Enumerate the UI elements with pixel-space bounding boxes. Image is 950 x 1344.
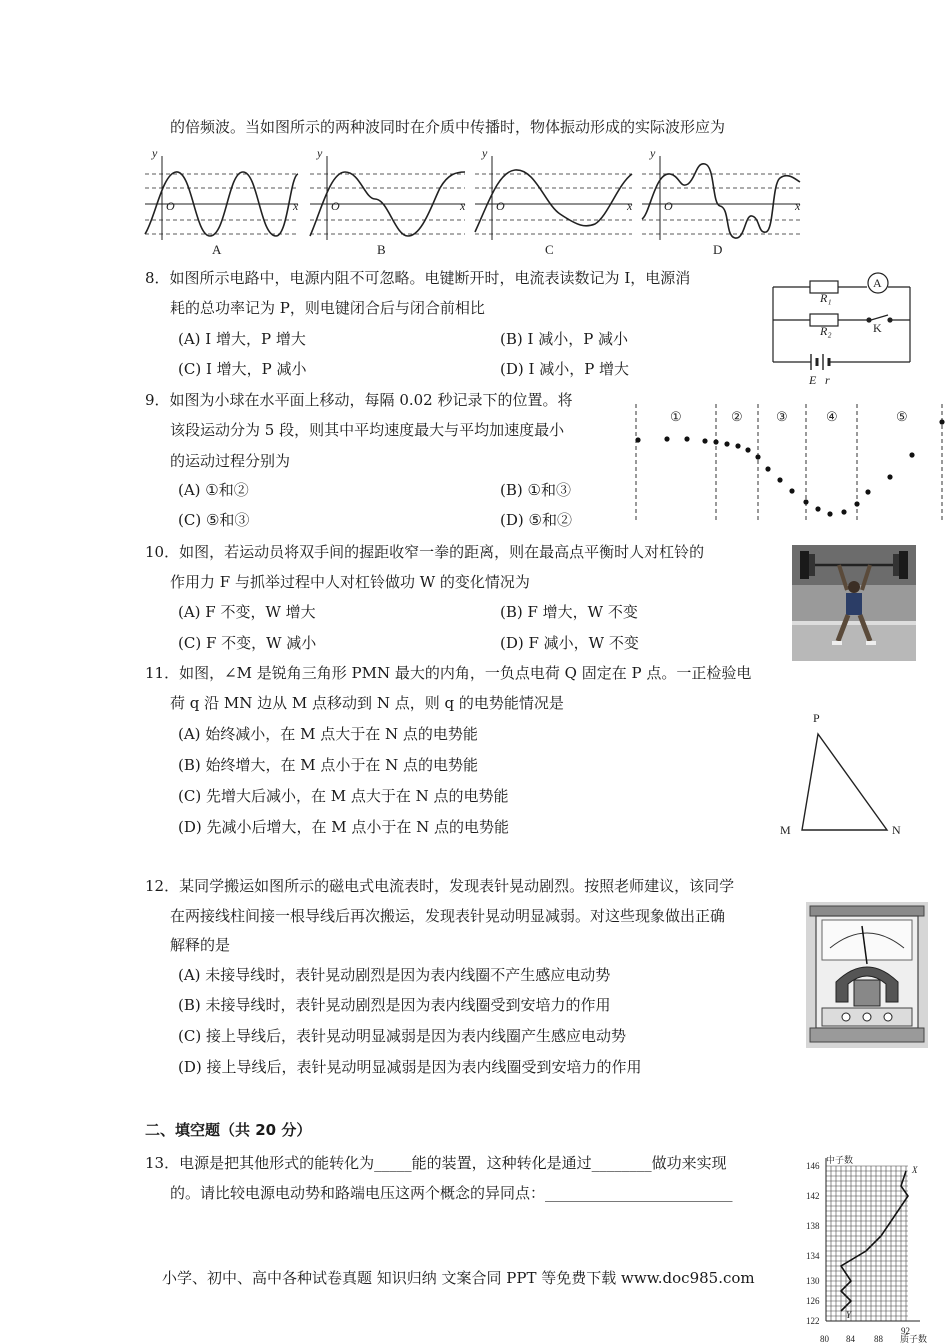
ball-position [724, 441, 729, 446]
q11-option-c[interactable]: (C) 先增大后减小，在 M 点大于在 N 点的电势能 [178, 787, 509, 805]
x-tick-80: 80 [820, 1334, 829, 1344]
wave-a-origin-label: O [166, 199, 175, 213]
vertex-m-label: M [780, 823, 791, 837]
segment-5-label: ⑤ [896, 409, 908, 424]
segment-1-label: ① [670, 409, 682, 424]
triangle-pmn [802, 734, 887, 830]
q10-option-d[interactable]: (D) F 减小，W 不变 [500, 634, 639, 652]
switch-k-icon [871, 315, 888, 320]
wave-option-b-label: B [377, 242, 386, 257]
q13-stem-line1: 13．电源是把其他形式的能转化为_____能的装置，这种转化是通过________做功来实现 [145, 1154, 727, 1172]
emf-label: E [809, 373, 817, 387]
ball-position [803, 499, 808, 504]
q12-stem-line2: 在两接线柱间接一根导线后再次搬运，发现表针晃动明显减弱。对这些现象做出正确 [170, 907, 726, 925]
q12-option-a[interactable]: (A) 未接导线时，表针晃动剧烈是因为表内线圈不产生感应电动势 [178, 966, 611, 984]
intro-line: 的倍频波。当如图所示的两种波同时在介质中传播时，物体振动形成的实际波形应为 [170, 118, 726, 136]
ball-position [909, 452, 914, 457]
q9-option-c[interactable]: (C) ⑤和③ [178, 511, 250, 529]
segment-3-label: ③ [776, 409, 788, 424]
q11-option-d[interactable]: (D) 先减小后增大，在 M 点小于在 N 点的电势能 [178, 818, 510, 836]
y-tick-146: 146 [806, 1161, 820, 1171]
x-tick-92: 92 [901, 1326, 910, 1336]
q9-stem-line2: 该段运动分为 5 段，则其中平均速度最大与平均加速度最小 [170, 421, 565, 439]
q12-option-b[interactable]: (B) 未接导线时，表针晃动剧烈是因为表内线圈受到安培力的作用 [178, 996, 611, 1014]
q11-option-b[interactable]: (B) 始终增大，在 M 点小于在 N 点的电势能 [178, 756, 479, 774]
wave-d-x-label: x [795, 199, 801, 213]
y-tick-130: 130 [806, 1276, 820, 1286]
q8-stem-line2: 耗的总功率记为 P，则电键闭合后与闭合前相比 [170, 299, 485, 317]
q8-option-b[interactable]: (B) I 减小，P 减小 [500, 330, 629, 348]
q9-option-a[interactable]: (A) ①和② [178, 481, 249, 499]
y-tick-142: 142 [806, 1191, 820, 1201]
r1-label: R₁ [820, 291, 832, 305]
internal-r-label: r [825, 373, 830, 387]
q13-stem-line2: 的。请比较电源电动势和路端电压这两个概念的异同点：_________________________ [170, 1184, 733, 1202]
ball-position [789, 488, 794, 493]
ball-position [664, 436, 669, 441]
x-tick-88: 88 [874, 1334, 883, 1344]
section2-title: 二、填空题（共 20 分） [145, 1121, 312, 1139]
wave-b-origin-label: O [331, 199, 340, 213]
q12-stem-line3: 解释的是 [170, 936, 231, 954]
vertex-n-label: N [892, 823, 901, 837]
switch-label: K [873, 321, 882, 335]
ball-position [827, 511, 832, 516]
coil-icon [854, 980, 880, 1006]
y-tick-138: 138 [806, 1221, 820, 1231]
ball-position [713, 439, 718, 444]
wave-options-figure [140, 144, 810, 260]
segment-4-label: ④ [826, 409, 838, 424]
y-axis-label: 中子数 [826, 1155, 854, 1165]
wave-d-y-label: y [650, 146, 656, 160]
ball-position [815, 506, 820, 511]
wave-c-y-label: y [482, 146, 488, 160]
q9-option-b[interactable]: (B) ①和③ [500, 481, 571, 499]
ball-position [865, 489, 870, 494]
r2-label: R₂ [820, 324, 832, 338]
ball-position [765, 466, 770, 471]
ball-position [887, 474, 892, 479]
q9-stem-line3: 的运动过程分别为 [170, 452, 291, 470]
q12-option-c[interactable]: (C) 接上导线后，表针晃动明显减弱是因为表内线圈产生感应电动势 [178, 1027, 626, 1045]
ball-position [635, 437, 640, 442]
q8-option-a[interactable]: (A) I 增大，P 增大 [178, 330, 306, 348]
q11-option-a[interactable]: (A) 始终减小，在 M 点大于在 N 点的电势能 [178, 725, 478, 743]
y-tick-122: 122 [806, 1316, 820, 1326]
q10-option-c[interactable]: (C) F 不变，W 减小 [178, 634, 317, 652]
vertex-p-label: P [813, 711, 820, 725]
wave-option-d-label: D [713, 242, 723, 257]
ball-position [745, 447, 750, 452]
wave-c-x-label: x [627, 199, 633, 213]
q9-ball-motion-figure [630, 404, 948, 522]
weightlifter-photo [792, 545, 916, 661]
wave-c-origin-label: O [496, 199, 505, 213]
q8-circuit-diagram [765, 270, 920, 388]
ball-position [841, 509, 846, 514]
q12-option-d[interactable]: (D) 接上导线后，表针晃动明显减弱是因为表内线圈受到安培力的作用 [178, 1058, 642, 1076]
q9-stem-line1: 9．如图为小球在水平面上移动，每隔 0.02 秒记录下的位置。将 [145, 391, 573, 409]
wave-a-y-label: y [152, 146, 158, 160]
wave-d-origin-label: O [664, 199, 673, 213]
q10-stem-line1: 10．如图，若运动员将双手间的握距收窄一拳的距离，则在最高点平衡时人对杠铃的 [145, 543, 705, 561]
wave-b-y-label: y [317, 146, 323, 160]
ball-position [684, 436, 689, 441]
ball-position [702, 438, 707, 443]
q8-stem-line1: 8．如图所示电路中，电源内阻不可忽略。电键断开时，电流表读数记为 I，电源消 [145, 269, 691, 287]
footer-text: 小学、初中、高中各种试卷真题 知识归纳 文案合同 PPT 等免费下载 www.doc985.com [162, 1269, 755, 1287]
segment-2-label: ② [731, 409, 743, 424]
q11-stem-line1: 11．如图，∠M 是锐角三角形 PMN 最大的内角，一负点电荷 Q 固定在 P 点。一正检验电 [145, 664, 752, 682]
q11-triangle-figure [775, 708, 910, 838]
q10-option-b[interactable]: (B) F 增大，W 不变 [500, 603, 638, 621]
wave-graph-b [310, 156, 465, 240]
q12-stem-line1: 12．某同学搬运如图所示的磁电式电流表时，发现表针晃动剧烈。按照老师建议，该同学 [145, 877, 735, 895]
y-tick-126: 126 [806, 1296, 820, 1306]
q9-option-d[interactable]: (D) ⑤和② [500, 511, 572, 529]
y-tick-134: 134 [806, 1251, 820, 1261]
q11-stem-line2: 荷 q 沿 MN 边从 M 点移动到 N 点，则 q 的电势能情况是 [170, 694, 564, 712]
wave-graph-a [145, 156, 298, 240]
nuclide-chart-figure [798, 1152, 928, 1344]
wave-graph-d [642, 156, 800, 240]
ball-position [777, 477, 782, 482]
galvanometer-photo [806, 902, 928, 1048]
q8-option-c[interactable]: (C) I 增大，P 减小 [178, 360, 307, 378]
nuclide-x-label: X [912, 1165, 918, 1175]
ammeter-label: A [873, 276, 882, 290]
ball-position [854, 501, 859, 506]
ball-position [735, 443, 740, 448]
wave-option-a-label: A [212, 242, 222, 257]
wave-option-c-label: C [545, 242, 554, 257]
q8-option-d[interactable]: (D) I 减小，P 增大 [500, 360, 630, 378]
x-tick-84: 84 [846, 1334, 855, 1344]
wave-graph-c [475, 156, 632, 240]
q10-option-a[interactable]: (A) F 不变，W 增大 [178, 603, 316, 621]
ball-position [755, 454, 760, 459]
wave-a-x-label: x [293, 199, 299, 213]
nuclide-y-label: Y [846, 1310, 852, 1320]
ball-position [939, 419, 944, 424]
x-axis-label: 质子数 [900, 1334, 928, 1344]
wave-b-x-label: x [460, 199, 466, 213]
q10-stem-line2: 作用力 F 与抓举过程中人对杠铃做功 W 的变化情况为 [170, 573, 530, 591]
